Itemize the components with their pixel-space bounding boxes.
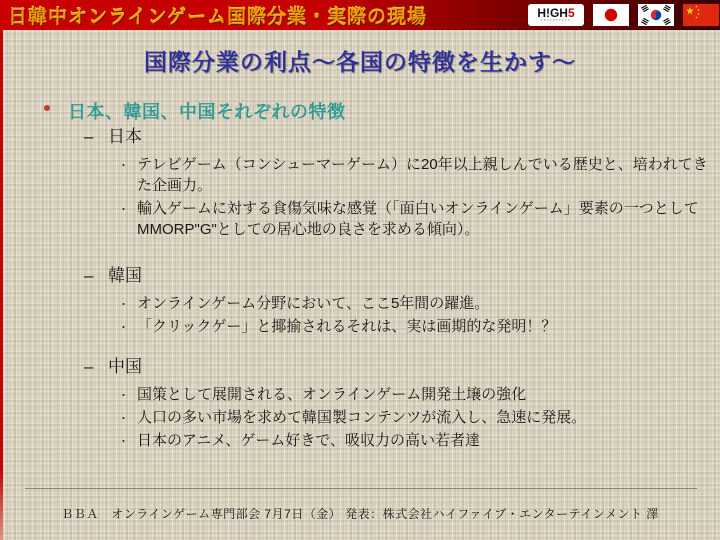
list-item bbox=[116, 293, 715, 314]
list-item bbox=[116, 198, 715, 240]
list-item bbox=[116, 154, 715, 196]
section-japan-heading bbox=[84, 122, 720, 147]
dash-marker: – bbox=[84, 127, 94, 146]
list-item-text: 人口の多い市場を求めて韓国製コンテンツが流入し、急速に発展。 bbox=[137, 409, 587, 426]
top-banner bbox=[0, 0, 720, 30]
section-heading-text: 日本 bbox=[108, 127, 142, 146]
list-item-text: 日本のアニメ、ゲーム好きで、吸収力の高い若者達 bbox=[137, 432, 481, 449]
list-item-text: オンラインゲーム分野において、ここ5年間の躍進。 bbox=[137, 295, 490, 312]
section-japan bbox=[0, 122, 720, 242]
footer-text: ＢＢＡ オンラインゲーム専門部会 7月7日（金） 発表：株式会社ハイファイブ・エンターテインメント 澤 bbox=[61, 507, 659, 521]
japan-flag-icon bbox=[593, 4, 629, 26]
list-item bbox=[116, 407, 715, 428]
china-flag-icon bbox=[683, 4, 719, 26]
bullet-dot-icon bbox=[44, 105, 50, 111]
footer-divider bbox=[25, 488, 697, 489]
dash-marker: – bbox=[84, 266, 94, 285]
main-bullet-label: 日本、韓国、中国それぞれの特徴 bbox=[68, 102, 346, 122]
slide-title: 国際分業の利点～各国の特徴を生かす～ bbox=[144, 49, 576, 75]
section-china bbox=[0, 352, 720, 453]
list-item bbox=[116, 316, 715, 337]
dot-marker: ・ bbox=[118, 436, 129, 448]
section-korea-heading bbox=[84, 261, 720, 286]
korea-flag-icon bbox=[638, 4, 674, 26]
dot-marker: ・ bbox=[118, 204, 129, 216]
high5-logo-text: H!GH5 bbox=[537, 5, 575, 20]
list-item-text: 「クリックゲー」と揶揄されるそれは、実は画期的な発明！？ bbox=[137, 318, 557, 335]
section-heading-text: 中国 bbox=[108, 357, 142, 376]
section-korea bbox=[0, 261, 720, 339]
dot-marker: ・ bbox=[118, 160, 129, 172]
main-bullet bbox=[0, 98, 720, 124]
high5-logo-dots: ·········· bbox=[541, 17, 571, 24]
list-item-text: テレビゲーム（コンシューマーゲーム）に20年以上親しんでいる歴史と、培われてきた企画力。 bbox=[137, 156, 708, 194]
dot-marker: ・ bbox=[118, 299, 129, 311]
banner-logos bbox=[528, 4, 719, 26]
dot-marker: ・ bbox=[118, 322, 129, 334]
dot-marker: ・ bbox=[118, 390, 129, 402]
dot-marker: ・ bbox=[118, 413, 129, 425]
banner-title: 日韓中オンラインゲーム国際分業・実際の現場 bbox=[8, 6, 428, 28]
list-item bbox=[116, 384, 715, 405]
dash-marker: – bbox=[84, 357, 94, 376]
list-item-text: 輸入ゲームに対する食傷気味な感覚（「面白いオンラインゲーム」要素の一つとしてMMORP"G"としての居心地の良さを求める傾向）。 bbox=[137, 200, 699, 238]
list-item-text: 国策として展開される、オンラインゲーム開発土壌の強化 bbox=[137, 386, 527, 403]
high5-logo bbox=[528, 4, 584, 26]
section-heading-text: 韓国 bbox=[108, 266, 142, 285]
list-item bbox=[116, 430, 715, 451]
section-china-heading bbox=[84, 352, 720, 377]
